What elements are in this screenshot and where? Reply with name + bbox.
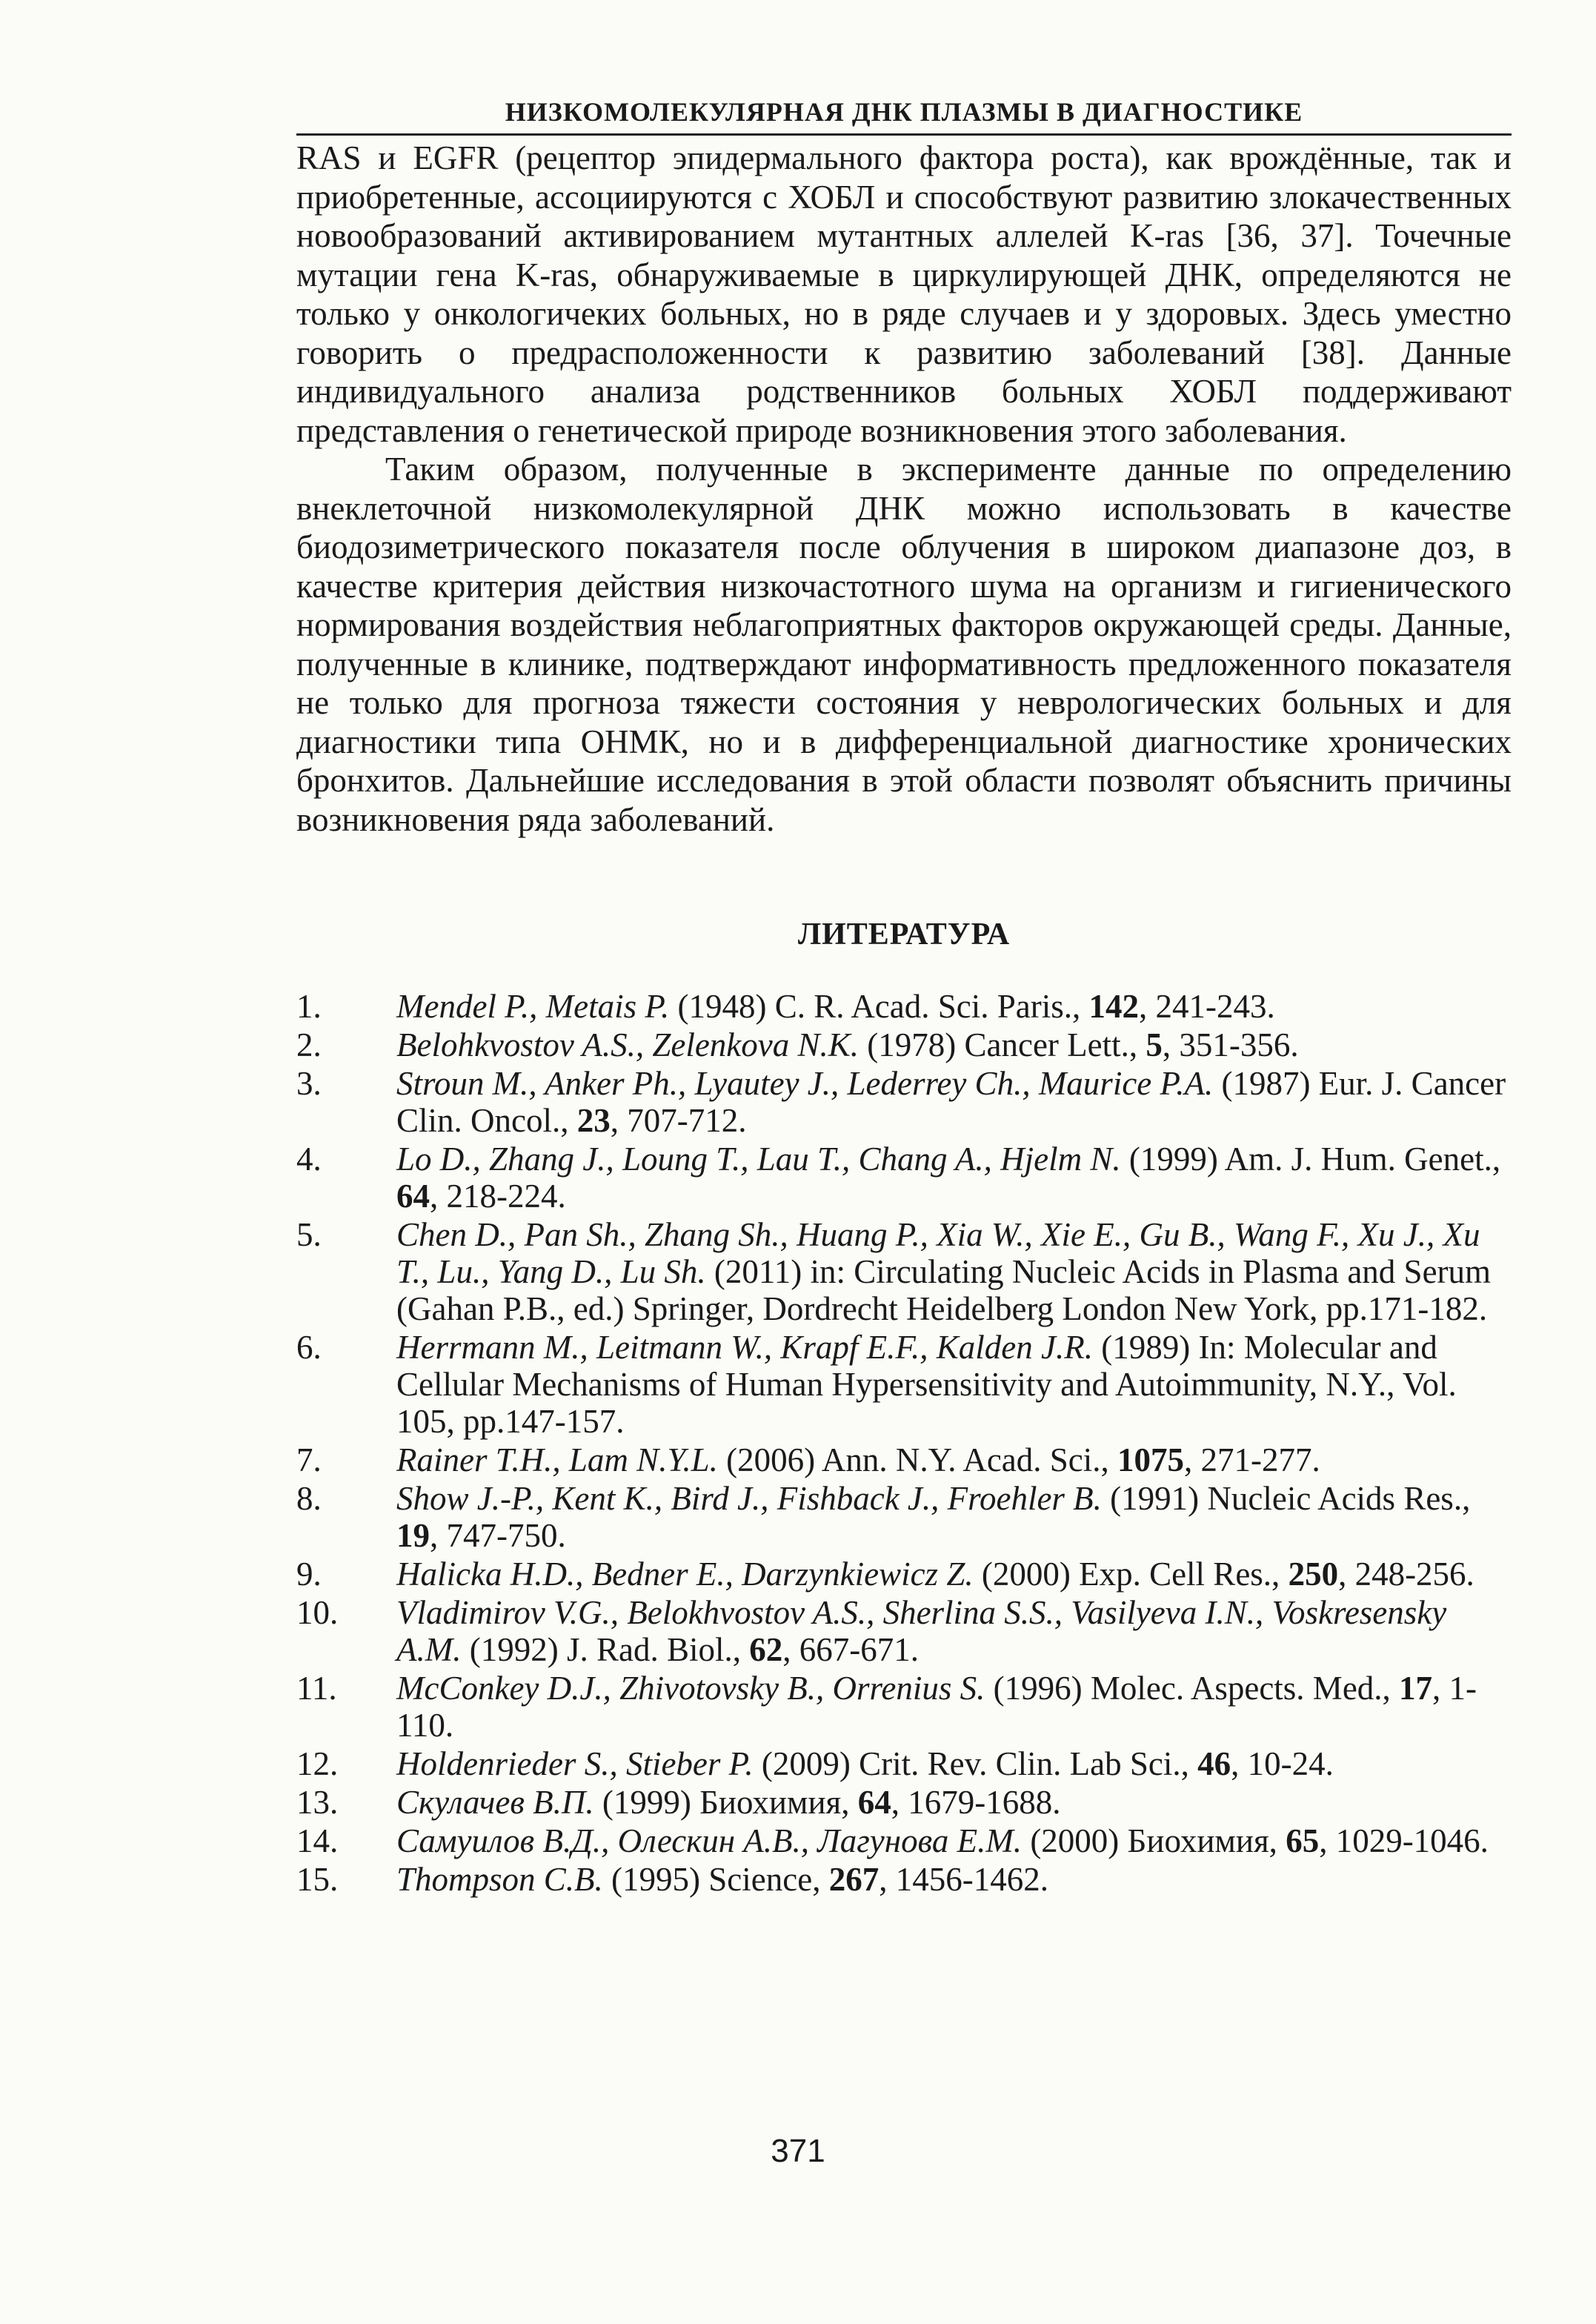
reference-pages: , 218-224. xyxy=(430,1178,566,1215)
reference-source: (2009) Crit. Rev. Clin. Lab Sci., xyxy=(753,1745,1198,1782)
reference-source: (1948) C. R. Acad. Sci. Paris., xyxy=(669,988,1089,1025)
reference-body xyxy=(396,1216,1512,1327)
reference-source: (2000) Exp. Cell Res., xyxy=(973,1556,1289,1593)
reference-authors: Chen D., Pan Sh., Zhang Sh., Huang P., Xia W., Xie E., Gu B., Wang F., Xu J., Xu T., Lu., Yang D., Lu Sh. xyxy=(396,1216,1480,1290)
reference-source: (2006) Ann. N.Y. Acad. Sci., xyxy=(717,1441,1118,1478)
reference-item xyxy=(296,988,1512,1025)
reference-volume: 5 xyxy=(1146,1026,1163,1063)
reference-authors: Herrmann M., Leitmann W., Krapf E.F., Kalden J.R. xyxy=(396,1329,1093,1366)
reference-authors: Mendel P., Metais P. xyxy=(396,988,670,1025)
reference-body xyxy=(396,1141,1512,1215)
reference-authors: Show J.-P., Kent K., Bird J., Fishback J., Froehler B. xyxy=(396,1480,1102,1517)
reference-item xyxy=(296,1556,1512,1593)
reference-item xyxy=(296,1861,1512,1898)
reference-body xyxy=(396,1594,1512,1668)
reference-volume: 1075 xyxy=(1117,1441,1185,1478)
reference-body xyxy=(396,1745,1512,1782)
reference-item xyxy=(296,1822,1512,1859)
reference-item xyxy=(296,1141,1512,1215)
reference-volume: 250 xyxy=(1288,1556,1339,1593)
reference-authors: Thompson C.B. xyxy=(396,1861,603,1898)
reference-pages: , 1-110. xyxy=(396,1670,1477,1744)
reference-source: (1991) Nucleic Acids Res., xyxy=(1101,1480,1471,1517)
reference-item xyxy=(296,1670,1512,1744)
reference-authors: Rainer T.H., Lam N.Y.L. xyxy=(396,1441,718,1478)
reference-item xyxy=(296,1745,1512,1782)
reference-volume: 23 xyxy=(576,1102,611,1139)
reference-volume: 19 xyxy=(396,1517,430,1554)
reference-pages: , 10-24. xyxy=(1231,1745,1334,1782)
reference-authors: Belohkvostov A.S., Zelenkova N.K. xyxy=(396,1026,859,1063)
reference-source: (1999) Биохимия, xyxy=(593,1784,858,1821)
reference-pages: , 707-712. xyxy=(610,1102,747,1139)
reference-pages: , 1679-1688. xyxy=(891,1784,1061,1821)
reference-pages: , 271-277. xyxy=(1184,1441,1320,1478)
reference-authors: Lo D., Zhang J., Loung T., Lau T., Chang A., Hjelm N. xyxy=(396,1141,1121,1178)
reference-item xyxy=(296,1480,1512,1554)
reference-source: (1989) In: Molecular and Cellular Mechanisms of Human Hypersensitivity and Autoimmunity, N.Y., Vol. 105, pp.147-157. xyxy=(396,1329,1457,1440)
references-list xyxy=(296,988,1512,1898)
reference-pages: , 351-356. xyxy=(1162,1026,1299,1063)
reference-item xyxy=(296,1784,1512,1821)
reference-pages: , 747-750. xyxy=(430,1517,566,1554)
reference-number: 9. xyxy=(296,1556,322,1593)
reference-pages: , 241-243. xyxy=(1139,988,1275,1025)
reference-volume: 64 xyxy=(396,1178,430,1215)
reference-body xyxy=(396,1329,1512,1440)
references-title: ЛИТЕРАТУРА xyxy=(797,917,1011,952)
reference-authors: Самуилов В.Д., Олескин А.В., Лагунова Е.М. xyxy=(396,1822,1023,1859)
reference-number: 3. xyxy=(296,1065,322,1102)
reference-body xyxy=(396,1065,1512,1139)
reference-number: 12. xyxy=(296,1745,339,1782)
reference-body xyxy=(396,1822,1512,1859)
reference-item xyxy=(296,1026,1512,1063)
reference-authors: Halicka H.D., Bedner E., Darzynkiewicz Z. xyxy=(396,1556,974,1593)
reference-item xyxy=(296,1441,1512,1478)
reference-number: 2. xyxy=(296,1026,322,1063)
paragraph: RAS и EGFR (рецептор эпидермального фактора роста), как врождённые, так и приобретенные, ассоциируются с ХОБЛ и способствуют развитию злокачественных новообразований активированием мутантных аллелей K-ras [36, 37]. Точечные мутации гена K-ras, обнаруживаемые в циркулирующей ДНК, определяются не только у онкологичеких больных, но в ряде случаев и у здоровых. Здесь уместно говорить о предрасположенности к развитию заболеваний [38]. Данные индивидуального анализа родственников больных ХОБЛ поддерживают представления о генетической природе возникновения этого заболевания. xyxy=(296,139,1512,449)
reference-number: 11. xyxy=(296,1670,337,1707)
reference-item xyxy=(296,1216,1512,1327)
reference-number: 5. xyxy=(296,1216,322,1253)
reference-body xyxy=(396,1556,1512,1593)
reference-volume: 65 xyxy=(1286,1822,1320,1859)
paragraph: Таким образом, полученные в эксперименте данные по определению внеклеточной низкомолекулярной ДНК можно использовать в качестве биодозиметрического показателя после облучения в широком диапазоне доз, в качестве критерия действия низкочастотного шума на организм и гигиенического нормирования воздействия неблагоприятных факторов окружающей среды. Данные, полученные в клинике, подтверждают информативность предложенного показателя не только для прогноза тяжести состояния у неврологических больных и для диагностики типа ОНМК, но и в дифференциальной диагностике хронических бронхитов. Дальнейшие исследования в этой области позволят объяснить причины возникновения ряда заболеваний. xyxy=(296,451,1512,838)
reference-authors: Holdenrieder S., Stieber P. xyxy=(396,1745,754,1782)
reference-volume: 46 xyxy=(1197,1745,1231,1782)
reference-authors: Stroun M., Anker Ph., Lyautey J., Lederrey Ch., Maurice P.A. xyxy=(396,1065,1214,1102)
reference-number: 15. xyxy=(296,1861,339,1898)
reference-number: 7. xyxy=(296,1441,322,1478)
reference-number: 8. xyxy=(296,1480,322,1517)
reference-volume: 267 xyxy=(828,1861,880,1898)
reference-source: (1992) J. Rad. Biol., xyxy=(461,1631,750,1668)
page-content xyxy=(296,96,1512,1899)
reference-volume: 64 xyxy=(857,1784,891,1821)
body-text xyxy=(296,139,1512,839)
reference-number: 13. xyxy=(296,1784,339,1821)
reference-source: (1978) Cancer Lett., xyxy=(859,1026,1146,1063)
reference-item xyxy=(296,1594,1512,1668)
reference-volume: 17 xyxy=(1399,1670,1433,1707)
reference-pages: , 1456-1462. xyxy=(879,1861,1048,1898)
reference-source: (1996) Molec. Aspects. Med., xyxy=(985,1670,1400,1707)
reference-number: 6. xyxy=(296,1329,322,1366)
reference-number: 4. xyxy=(296,1141,322,1178)
reference-number: 14. xyxy=(296,1822,339,1859)
reference-volume: 62 xyxy=(749,1631,783,1668)
reference-body xyxy=(396,1480,1512,1554)
reference-authors: Скулачев В.П. xyxy=(396,1784,594,1821)
running-head: НИЗКОМОЛЕКУЛЯРНАЯ ДНК ПЛАЗМЫ В ДИАГНОСТИКЕ xyxy=(296,96,1512,136)
reference-source: (1995) Science, xyxy=(602,1861,829,1898)
reference-volume: 142 xyxy=(1088,988,1140,1025)
reference-body xyxy=(396,988,1512,1025)
reference-number: 1. xyxy=(296,988,322,1025)
reference-body xyxy=(396,1026,1512,1063)
reference-number: 10. xyxy=(296,1594,339,1631)
page-number: 371 xyxy=(771,2133,825,2169)
reference-source: (1987) Eur. J. Cancer Clin. Oncol., xyxy=(396,1065,1506,1139)
reference-body xyxy=(396,1784,1512,1821)
reference-source: (2011) in: Circulating Nucleic Acids in Plasma and Serum (Gahan P.B., ed.) Springer, Dordrecht Heidelberg London New York, pp.171-182. xyxy=(396,1253,1492,1327)
reference-source: (2000) Биохимия, xyxy=(1022,1822,1286,1859)
reference-body xyxy=(396,1861,1512,1898)
reference-item xyxy=(296,1329,1512,1440)
reference-body xyxy=(396,1441,1512,1478)
reference-source: (1999) Am. J. Hum. Genet., xyxy=(1120,1141,1501,1178)
reference-pages: , 1029-1046. xyxy=(1319,1822,1489,1859)
reference-authors: McConkey D.J., Zhivotovsky B., Orrenius S. xyxy=(396,1670,985,1707)
reference-pages: , 667-671. xyxy=(782,1631,919,1668)
reference-authors: Vladimirov V.G., Belokhvostov A.S., Sherlina S.S., Vasilyeva I.N., Voskresensky A.M. xyxy=(396,1594,1447,1668)
reference-pages: , 248-256. xyxy=(1338,1556,1474,1593)
reference-body xyxy=(396,1670,1512,1744)
reference-item xyxy=(296,1065,1512,1139)
